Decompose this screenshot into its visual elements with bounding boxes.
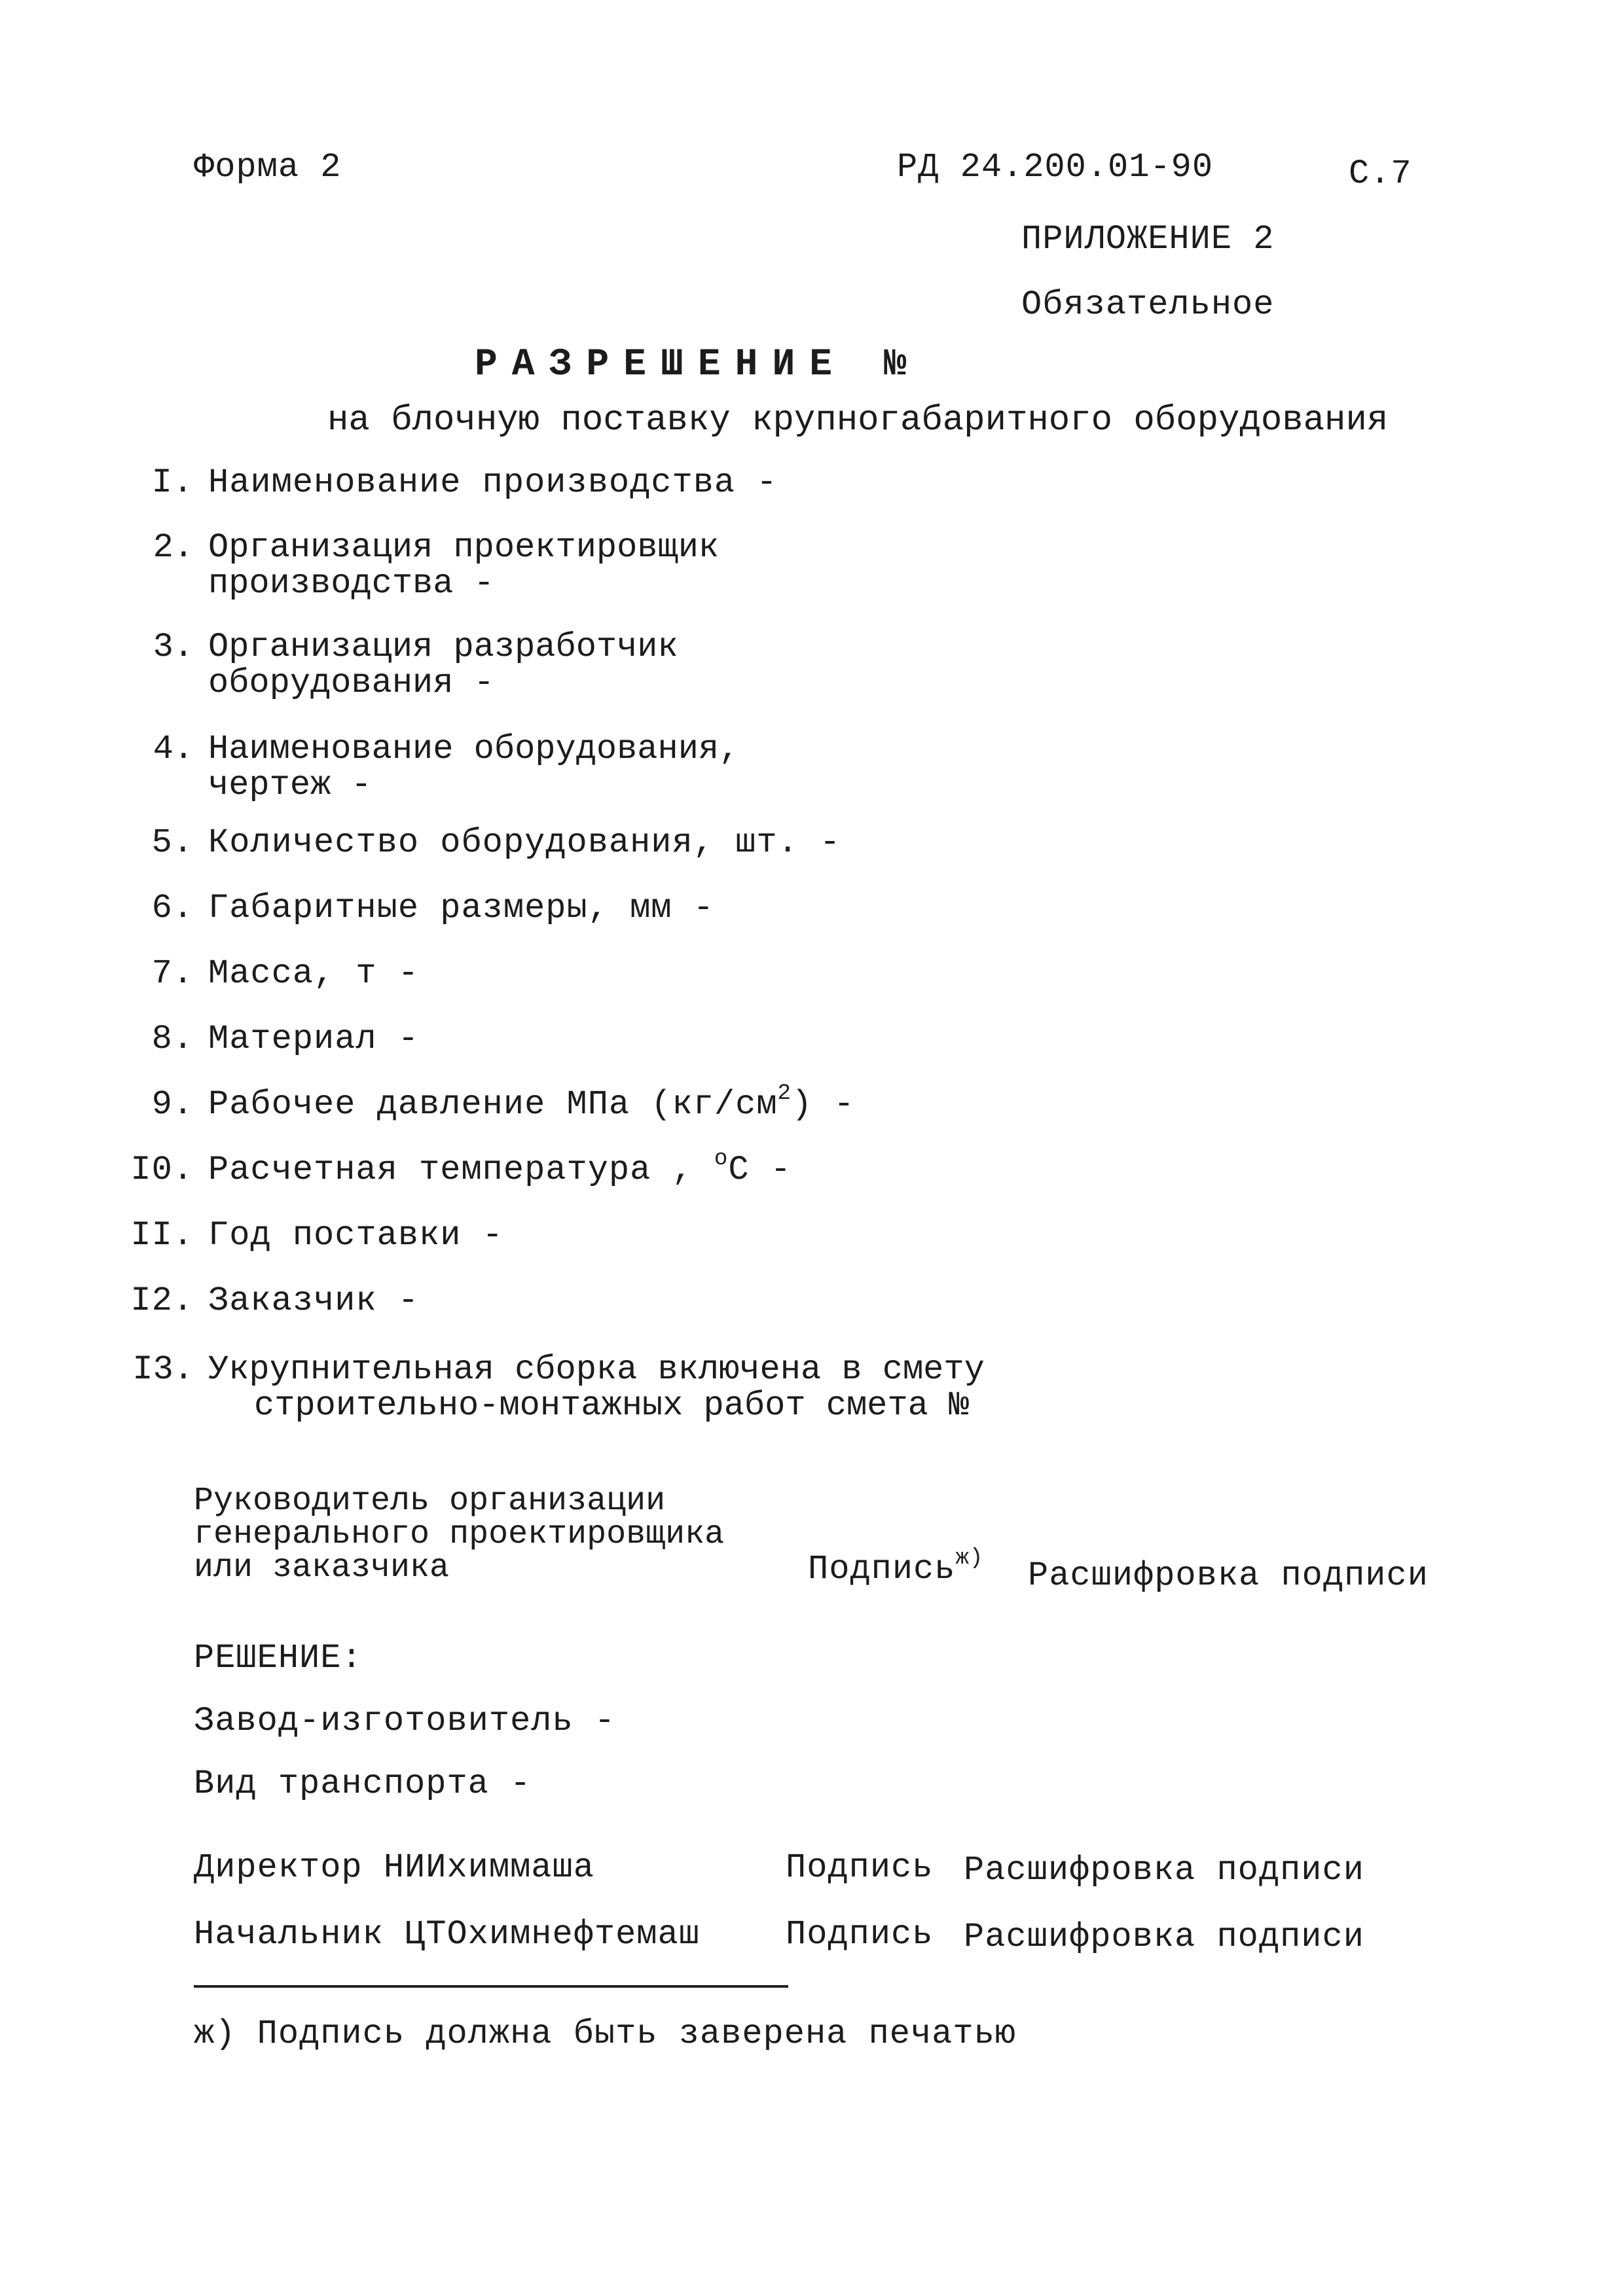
role-line: генерального проектировщика — [194, 1516, 725, 1553]
item-number: II. — [130, 1216, 194, 1255]
signer-role: Директор НИИхиммаша — [194, 1848, 594, 1887]
page-number: С.7 — [1349, 154, 1412, 193]
superscript: о — [714, 1147, 729, 1172]
item-text: Габаритные размеры, мм - — [208, 889, 714, 927]
item-number: I3. — [132, 1350, 194, 1389]
item-text: Организация проектировщик — [208, 528, 720, 567]
list-item — [128, 1216, 503, 1255]
signature-decode: Расшифровка подписи — [1028, 1556, 1429, 1595]
item-text: Расчетная температура , — [208, 1151, 714, 1189]
list-item — [128, 1284, 419, 1318]
item-number: 2. — [153, 528, 194, 567]
signer-sign: Подпись — [786, 1848, 934, 1887]
document-title: РАЗРЕШЕНИЕ № — [475, 344, 921, 386]
signature-label — [808, 1546, 984, 1588]
item-text: Год поставки - — [208, 1216, 503, 1255]
signer-decode: Расшифровка подписи — [964, 1918, 1364, 1956]
item-text-continued: оборудования - — [208, 663, 494, 702]
item-number: 4. — [153, 730, 194, 768]
document-code: РД 24.200.01-90 — [897, 148, 1214, 187]
list-item — [128, 630, 678, 701]
item-number: I0. — [130, 1151, 194, 1189]
item-number: 8. — [151, 1020, 194, 1058]
list-item — [128, 823, 841, 862]
decision-heading: РЕШЕНИЕ: — [194, 1639, 363, 1677]
item-number: 6. — [151, 889, 194, 927]
list-item — [128, 530, 719, 601]
item-text: Наименование производства - — [208, 463, 778, 502]
item-text: Заказчик - — [208, 1282, 420, 1320]
item-text-continued: строительно-монтажных работ смета № — [254, 1386, 970, 1425]
item-number: 5. — [151, 823, 194, 862]
footnote-mark: ж) — [955, 1546, 984, 1571]
item-text: Масса, т - — [208, 954, 420, 993]
item-text: Наименование оборудования, — [208, 730, 740, 768]
item-text: Организация разработчик — [208, 628, 678, 666]
list-item — [128, 732, 739, 803]
item-number: 7. — [151, 954, 194, 993]
footnote-divider — [194, 1985, 788, 1988]
list-item — [128, 1352, 985, 1424]
item-number: I. — [151, 463, 194, 502]
list-item — [128, 1147, 792, 1189]
signature-role — [194, 1484, 724, 1585]
item-text: Количество оборудования, шт. - — [208, 823, 841, 862]
item-number: I2. — [130, 1282, 194, 1320]
item-text: Рабочее давление МПа (кг/см — [208, 1085, 778, 1124]
item-text-end: С - — [728, 1151, 792, 1189]
role-line: или заказчика — [194, 1549, 450, 1587]
item-number: 9. — [151, 1085, 194, 1124]
list-item — [128, 891, 714, 925]
form-label: Форма 2 — [194, 148, 342, 187]
transport-field: Вид транспорта - — [194, 1765, 532, 1803]
item-text-continued: производства - — [208, 564, 494, 603]
list-item — [128, 1022, 419, 1056]
item-text: Материал - — [208, 1020, 420, 1058]
signer-decode: Расшифровка подписи — [964, 1851, 1364, 1890]
role-line: Руководитель организации — [194, 1482, 666, 1520]
list-item — [128, 954, 420, 993]
manufacturer-field: Завод-изготовитель - — [194, 1702, 616, 1740]
item-text-end: ) - — [791, 1085, 855, 1124]
list-item — [128, 463, 778, 502]
item-text: Укрупнительная сборка включена в смету — [208, 1350, 985, 1389]
signer-sign: Подпись — [786, 1915, 934, 1954]
item-text-continued: чертеж - — [208, 765, 372, 804]
document-subtitle: на блочную поставку крупногабаритного оборудования — [327, 401, 1389, 440]
appendix-label: ПРИЛОЖЕНИЕ 2 — [1021, 220, 1275, 259]
superscript: 2 — [777, 1081, 792, 1106]
signature-text: Подпись — [808, 1550, 956, 1588]
item-number: 3. — [153, 628, 194, 666]
footnote: ж) Подпись должна быть заверена печатью — [194, 2015, 1016, 2053]
appendix-status: Обязательное — [1021, 285, 1275, 324]
signer-role: Начальник ЦТОхимнефтемаш — [194, 1915, 700, 1954]
list-item — [128, 1081, 855, 1124]
